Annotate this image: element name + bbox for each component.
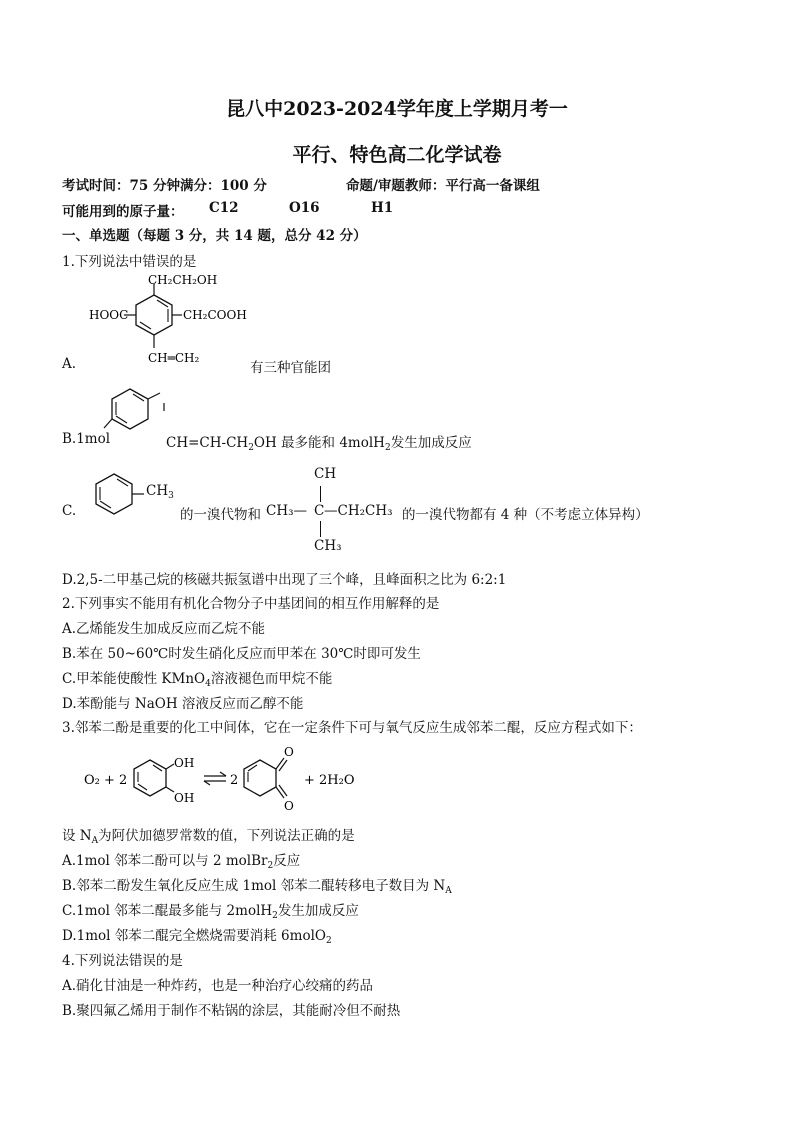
q2-stem: 2.下列事实不能用有机化合物分子中基团间的相互作用解释的是	[62, 596, 440, 612]
q2-c-text-1: C.甲苯能使酸性 KMnO	[62, 671, 206, 687]
q3-a-text-2: 反应	[273, 853, 301, 869]
mol-a-top: CH₂CH₂OH	[148, 273, 218, 287]
eq-o-2: O	[284, 799, 294, 813]
q1-molecule-a	[84, 270, 254, 370]
q3-stem: 3.邻苯二酚是重要的化工中间体，它在一定条件下可与氧气反应生成邻苯二醌，反应方程式如下：	[62, 720, 642, 736]
q3-reaction-equation	[80, 744, 380, 816]
q1-molecule-b	[100, 383, 170, 443]
q1-c-text-1: 的一溴代物和	[180, 507, 261, 523]
q1-c-formula-top: CH	[314, 466, 337, 482]
q4-option-b: B.聚四氟乙烯用于制作不粘锅的涂层，其能耐冷但不耐热	[62, 1003, 401, 1019]
q3-option-d: D.1mol 邻苯二醌完全燃烧需要消耗 6molO$_2$	[62, 928, 332, 946]
eq-left: O₂ + 2	[84, 773, 128, 788]
q3-option-c: C.1mol 邻苯二醌最多能与 2molH$_2$发生加成反应	[62, 903, 359, 921]
q1-c-bond-down	[320, 521, 321, 537]
q1-b-text-1: CH=CH-CH	[166, 435, 249, 451]
q3-intro-1: 设 N	[62, 828, 92, 844]
q1-b-text-2: OH 最多能和 4molH	[253, 435, 385, 451]
q2-c-text-2: 溶液褪色而甲烷不能	[210, 671, 333, 687]
eq-mid: 2	[230, 773, 239, 788]
q2-option-d: D.苯酚能与 NaOH 溶液反应而乙醇不能	[62, 696, 304, 712]
mol-a-right: CH₂COOH	[183, 308, 247, 322]
q1-stem: 1.下列说法中错误的是	[62, 254, 197, 270]
atomic-mass-label: 可能用到的原子量：	[62, 204, 184, 220]
exam-time: 考试时间：75 分钟满分：100 分	[62, 178, 267, 194]
q1-c-formula-left: CH₃—	[266, 503, 308, 519]
q1-option-d: D.2,5-二甲基己烷的核磁共振氢谱中出现了三个峰，且峰面积之比为 6:2:1	[62, 572, 507, 588]
q3-d-text-1: D.1mol 邻苯二醌完全燃烧需要消耗 6molO	[62, 928, 326, 944]
eq-oh-2: OH	[174, 791, 195, 805]
q4-stem: 4.下列说法错误的是	[62, 953, 183, 969]
q1-c-formula-bottom: CH₃	[314, 538, 342, 554]
eq-oh-1: OH	[174, 756, 195, 770]
q1-c-bond-up	[320, 486, 321, 502]
atomic-mass-h: H1	[371, 200, 394, 216]
q2-option-b: B.苯在 50~60℃时发生硝化反应而甲苯在 30℃时即可发生	[62, 646, 421, 662]
q1-c-formula-right: —CH₂CH₃	[324, 503, 393, 519]
exam-teacher: 命题/审题教师：平行高一备课组	[346, 178, 540, 194]
q1-c-formula-center: C	[314, 503, 325, 519]
q1-c-methyl: $CH_3$	[146, 483, 174, 501]
q3-c-text-1: C.1mol 邻苯二醌最多能与 2molH	[62, 903, 273, 919]
q1-option-b-label: B.1mol	[62, 431, 111, 447]
q1-option-a-text: 有三种官能团	[250, 360, 331, 376]
q3-option-b: B.邻苯二酚发生氧化反应生成 1mol 邻苯二醌转移电子数目为 $N_A$	[62, 878, 452, 896]
q3-intro: 设 $N_A$为阿伏加德罗常数的值，下列说法正确的是	[62, 828, 355, 846]
page-subtitle: 平行、特色高二化学试卷	[292, 144, 502, 166]
q1-option-c-label: C.	[62, 503, 77, 519]
mol-a-left: HOOC	[89, 308, 129, 322]
q1-c-text-2: 的一溴代物都有 4 种（不考虑立体异构）	[402, 507, 649, 523]
q1-option-a-label: A.	[62, 356, 77, 372]
q1-c-ch: CH	[146, 483, 169, 499]
q1-b-text-3: 发生加成反应	[390, 435, 472, 451]
q3-a-text-1: A.1mol 邻苯二酚可以与 2 molBr	[62, 853, 268, 869]
atomic-mass-o: O16	[289, 200, 320, 216]
eq-right: + 2H₂O	[304, 773, 355, 788]
q4-option-a: A.硝化甘油是一种炸药，也是一种治疗心绞痛的药品	[62, 978, 374, 994]
q3-b-text-1: B.邻苯二酚发生氧化反应生成 1mol 邻苯二醌转移电子数目为 N	[62, 878, 446, 894]
section-heading: 一、单选题（每题 3 分，共 14 题，总分 42 分）	[62, 228, 367, 244]
q3-c-text-2: 发生加成反应	[277, 903, 359, 919]
q3-option-a: A.1mol 邻苯二酚可以与 2 molBr$_2$反应	[62, 853, 301, 871]
q1-option-b-text: $CH=CH-CH_2OH$ 最多能和 4molH$_2$发生加成反应	[166, 435, 472, 453]
q2-option-a: A.乙烯能发生加成反应而乙烷不能	[62, 621, 266, 637]
eq-o-1: O	[284, 745, 294, 759]
page-title: 昆八中2023-2024学年度上学期月考一	[226, 98, 568, 120]
q3-intro-2: 为阿伏加德罗常数的值，下列说法正确的是	[98, 828, 355, 844]
q2-option-c: C.甲苯能使酸性 KMnO$_4$溶液褪色而甲烷不能	[62, 671, 333, 689]
mol-a-bottom: CH═CH₂	[148, 351, 200, 365]
atomic-mass-c: C12	[209, 200, 239, 216]
